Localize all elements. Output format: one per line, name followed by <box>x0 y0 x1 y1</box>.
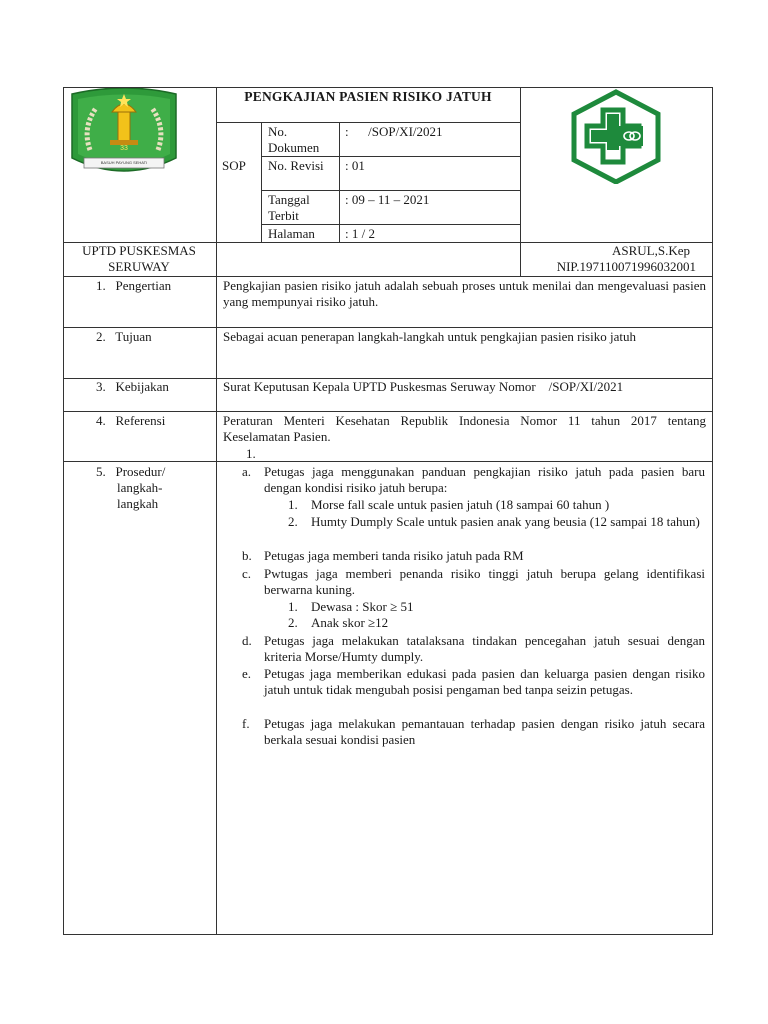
prosedur-label-3: langkah <box>117 496 159 511</box>
document-title: PENGKAJIAN PASIEN RISIKO JATUH <box>244 89 492 104</box>
step-c2-marker: 2. <box>288 615 298 630</box>
regency-logo <box>68 88 180 178</box>
step-c-text: Pwtugas jaga memberi penanda risiko tinggi jatuh berupa gelang identifikasi berwarna kuning. <box>264 566 705 597</box>
step-d-marker: d. <box>242 633 252 648</box>
no-dokumen-label: No. Dokumen <box>268 124 320 155</box>
tanggal-terbit-value: : 09 – 11 – 2021 <box>345 192 430 207</box>
kebijakan-label: 3. Kebijakan <box>96 379 169 394</box>
sop-label: SOP <box>222 158 246 173</box>
signatory-nip: NIP.197110071996032001 <box>556 259 696 274</box>
step-a2-text: Humty Dumply Scale untuk pasien anak yang beusia (12 sampai 18 tahun) <box>311 514 700 529</box>
step-e-text: Petugas jaga memberikan edukasi pada pasien dan keluarga pasien dengan risiko jatuh untuk tidak mengubah posisi pengaman bed tanpa seizin petugas. <box>264 666 705 697</box>
no-revisi-label: No. Revisi <box>268 158 324 173</box>
referensi-text: Peraturan Menteri Kesehatan Republik Indonesia Nomor 11 tahun 2017 tentang Keselamatan Pasien. <box>223 413 706 444</box>
logo-number-text: 33 <box>120 145 128 152</box>
pengertian-label: 1. Pengertian <box>96 278 172 293</box>
step-e-marker: e. <box>242 666 252 681</box>
prosedur-label-2: langkah- <box>117 480 163 495</box>
step-c1-text: Dewasa : Skor ≥ 51 <box>311 599 414 614</box>
step-c2-text: Anak skor ≥12 <box>311 615 389 630</box>
tujuan-label: 2. Tujuan <box>96 329 152 344</box>
step-a1-marker: 1. <box>288 497 298 512</box>
org-name: UPTD PUSKESMAS SERUWAY <box>82 243 196 274</box>
step-c1-marker: 1. <box>288 599 298 614</box>
prosedur-label-1: 5. Prosedur/ <box>96 464 166 479</box>
referensi-label: 4. Referensi <box>96 413 166 428</box>
step-d-text: Petugas jaga melakukan tatalaksana tindakan pencegahan jatuh sesuai dengan kriteria Morse/Humty dumply. <box>264 633 705 664</box>
no-dokumen-value: : /SOP/XI/2021 <box>345 124 443 139</box>
halaman-label: Halaman <box>268 226 315 241</box>
step-a-marker: a. <box>242 464 252 479</box>
logo-ribbon-text: BASUH PAYUNG SEHATI <box>100 160 148 165</box>
puskesmas-cross-icon <box>569 88 663 184</box>
step-a1-text: Morse fall scale untuk pasien jatuh (18 sampai 60 tahun ) <box>311 497 610 512</box>
tujuan-text: Sebagai acuan penerapan langkah-langkah untuk pengkajian pasien risiko jatuh <box>223 329 636 344</box>
tanggal-terbit-label: Tanggal Terbit <box>268 192 310 223</box>
step-c-marker: c. <box>242 566 252 581</box>
halaman-value: : 1 / 2 <box>345 226 375 241</box>
no-revisi-value: : 01 <box>345 158 365 173</box>
kebijakan-text: Surat Keputusan Kepala UPTD Puskesmas Seruway Nomor /SOP/XI/2021 <box>223 379 624 394</box>
step-f-text: Petugas jaga melakukan pemantauan terhadap pasien dengan risiko jatuh secara berkala sesuai kondisi pasien <box>264 716 705 747</box>
step-f-marker: f. <box>242 716 250 731</box>
puskesmas-logo <box>569 88 663 184</box>
pengertian-text: Pengkajian pasien risiko jatuh adalah sebuah proses untuk menilai dan mengevaluasi pasien yang mempunyai risiko jatuh. <box>223 278 706 309</box>
step-a2-marker: 2. <box>288 514 298 529</box>
step-b-marker: b. <box>242 548 252 563</box>
referensi-empty-item: 1. <box>246 446 256 461</box>
step-a-text: Petugas jaga menggunakan panduan pengkajian risiko jatuh pada pasien baru dengan kondisi risiko jatuh berupa: <box>264 464 705 495</box>
signatory-name: ASRUL,S.Kep <box>611 243 690 258</box>
step-b-text: Petugas jaga memberi tanda risiko jatuh pada RM <box>264 548 524 563</box>
